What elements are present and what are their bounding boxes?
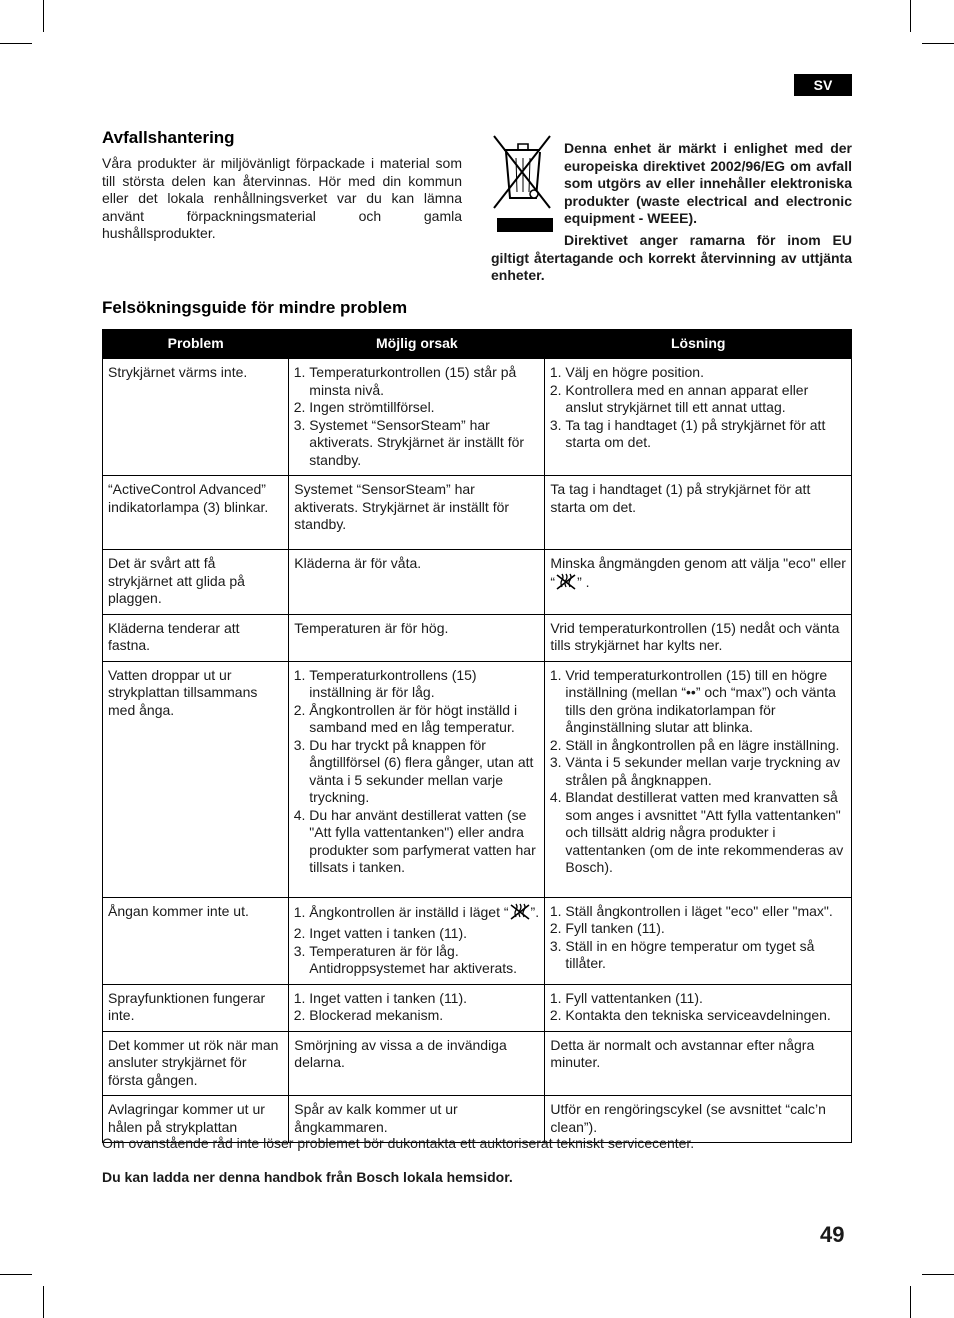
crop-mark bbox=[0, 43, 32, 44]
table-row bbox=[103, 897, 852, 984]
problem-cell: Det är svårt att få strykjärnet att glida på plaggen. bbox=[103, 550, 289, 615]
solution-cell: Vrid temperaturkontrollen (15) nedåt och vänta tills strykjärnet har kylts ner. bbox=[545, 614, 852, 661]
troubleshooting-table bbox=[102, 329, 852, 1143]
cause-cell: Kläderna är för våta. bbox=[289, 550, 545, 615]
solution-cell bbox=[545, 359, 852, 476]
crop-mark bbox=[910, 1286, 911, 1318]
problem-cell: Vatten droppar ut ur strykplattan tillsammans med ånga. bbox=[103, 661, 289, 897]
problem-cell: Det kommer ut rök när man ansluter strykjärnet för första gången. bbox=[103, 1031, 289, 1096]
list-item bbox=[309, 903, 539, 926]
list-item: 1. Vrid temperaturkontrollen (15) till en högre inställning (mellan “••” och “max”) och vänta tills den gröna indikatorlampan för ånginställning slutar att blinka. bbox=[565, 667, 846, 737]
list-item: 2. Ingen strömtillförsel. bbox=[309, 399, 539, 417]
crop-mark bbox=[910, 0, 911, 32]
table-row bbox=[103, 614, 852, 661]
table-row bbox=[103, 359, 852, 476]
cause-cell: Spår av kalk kommer ut ur ångkammaren. bbox=[289, 1096, 545, 1143]
crop-mark bbox=[0, 1274, 32, 1275]
cause-cell bbox=[289, 661, 545, 897]
list-item: 3. Ta tag i handtaget (1) på strykjärnet för att starta om det. bbox=[565, 417, 846, 452]
problem-cell: “ActiveControl Advanced” indikatorlampa (3) blinkar. bbox=[103, 476, 289, 550]
cause-cell bbox=[289, 897, 545, 984]
list-item: 1. Inget vatten i tanken (11). bbox=[309, 990, 539, 1008]
column-header-solution: Lösning bbox=[545, 330, 852, 359]
page-number: 49 bbox=[820, 1222, 845, 1247]
column-header-problem: Problem bbox=[103, 330, 289, 359]
list-item: 3. Ställ in en högre temperatur om tyget så tillåter. bbox=[565, 938, 846, 973]
cause-cell: Temperaturen är för hög. bbox=[289, 614, 545, 661]
service-note: Om ovanstående råd inte löser problemet bör dukontakta ett auktoriserat tekniskt servicecenter. bbox=[102, 1135, 695, 1151]
cause-text: Ångkontrollen är inställd i läget “ bbox=[309, 903, 509, 920]
table-row bbox=[103, 984, 852, 1031]
table-row bbox=[103, 661, 852, 897]
solution-cell: Detta är normalt och avstannar efter några minuter. bbox=[545, 1031, 852, 1096]
section-title-avfall: Avfallshantering bbox=[102, 128, 235, 147]
list-item: 2. Kontakta den tekniska serviceavdelningen. bbox=[565, 1007, 846, 1025]
problem-cell: Sprayfunktionen fungerar inte. bbox=[103, 984, 289, 1031]
list-item: 2. Ställ in ångkontrollen på en lägre inställning. bbox=[565, 737, 846, 755]
cause-cell: Systemet “SensorSteam” har aktiverats. Strykjärnet är inställt för standby. bbox=[289, 476, 545, 550]
crop-mark bbox=[43, 0, 44, 32]
table-row bbox=[103, 1031, 852, 1096]
list-item: 2. Fyll tanken (11). bbox=[565, 920, 846, 938]
language-badge: SV bbox=[794, 74, 852, 96]
no-steam-icon bbox=[555, 573, 577, 596]
solution-text: ” . bbox=[577, 573, 590, 590]
no-steam-icon bbox=[509, 903, 531, 926]
avfall-text: Våra produkter är miljövänligt förpackade i material som till största delen kan återvinnas. Hör med din kommun eller det lokala renhållningsverket var du kan lämna använt förpackningsmaterial och gamla hushållsprodukter. bbox=[102, 155, 462, 241]
problem-cell: Ångan kommer inte ut. bbox=[103, 897, 289, 984]
list-item: 3. Temperaturen är för låg. Antidroppsystemet har aktiverats. bbox=[309, 943, 539, 978]
list-item: 1. Välj en högre position. bbox=[565, 364, 846, 382]
weee-text-directive: Direktivet anger ramarna för inom EU giltigt återtagande och korrekt återvinning av uttjänta enheter. bbox=[491, 232, 852, 283]
table-header-row bbox=[103, 330, 852, 359]
list-item: 3. Systemet “SensorSteam” har aktiverats. Strykjärnet är inställt för standby. bbox=[309, 417, 539, 470]
list-item: 1. Temperaturkontrollen (15) står på minsta nivå. bbox=[309, 364, 539, 399]
column-header-cause: Möjlig orsak bbox=[289, 330, 545, 359]
list-item: 4. Du har använt destillerat vatten (se "Att fylla vattentanken") eller andra produkter som parfymerat vatten har tillsats i tanken. bbox=[309, 807, 539, 877]
list-item: 3. Vänta i 5 sekunder mellan varje tryckning av strålen på ångknappen. bbox=[565, 754, 846, 789]
cause-cell bbox=[289, 984, 545, 1031]
weee-text: Denna enhet är märkt i enlighet med der europeiska direktivet 2002/96/EG om avfall som utgörs av eller innehåller elektroniska produkter (waste electrical and electronic equipment - WEEE). bbox=[564, 140, 852, 226]
solution-cell bbox=[545, 984, 852, 1031]
solution-cell bbox=[545, 897, 852, 984]
list-item: 1. Ställ ångkontrollen i läget "eco" eller "max". bbox=[565, 903, 846, 921]
list-item: 2. Kontrollera med en annan apparat eller anslut strykjärnet till ett annat uttag. bbox=[565, 382, 846, 417]
crop-mark bbox=[922, 1274, 954, 1275]
list-item: 2. Inget vatten i tanken (11). bbox=[309, 925, 539, 943]
list-item: 4. Blandat destillerat vatten med kranvatten så som anges i avsnittet "Att fylla vattentanken" och tillsätt aldrig några produkter i vattentanken (om de inte rekommenderas av Bosch). bbox=[565, 789, 846, 877]
solution-cell: Ta tag i handtaget (1) på strykjärnet för att starta om det. bbox=[545, 476, 852, 550]
download-note: Du kan ladda ner denna handbok från Bosch lokala hemsidor. bbox=[102, 1169, 513, 1185]
section-title-guide: Felsökningsguide för mindre problem bbox=[102, 298, 408, 317]
table-row bbox=[103, 550, 852, 615]
crossed-out-wheelie-bin-icon bbox=[490, 132, 556, 232]
table-row bbox=[103, 476, 852, 550]
cause-cell: Smörjning av vissa a de invändiga delarna. bbox=[289, 1031, 545, 1096]
cause-cell bbox=[289, 359, 545, 476]
solution-text: Minska ångmängden genom att välja "eco" eller “ bbox=[550, 555, 846, 590]
crop-mark bbox=[43, 1286, 44, 1318]
problem-cell: Kläderna tenderar att fastna. bbox=[103, 614, 289, 661]
cause-text: ”. bbox=[530, 903, 540, 920]
list-item: 2. Blockerad mekanism. bbox=[309, 1007, 539, 1025]
list-item: 1. Fyll vattentanken (11). bbox=[565, 990, 846, 1008]
list-item: 1. Temperaturkontrollens (15) inställning är för låg. bbox=[309, 667, 539, 702]
solution-cell bbox=[545, 550, 852, 615]
solution-cell: Utför en rengöringscykel (se avsnittet “calc’n clean”). bbox=[545, 1096, 852, 1143]
problem-cell: Strykjärnet värms inte. bbox=[103, 359, 289, 476]
crop-mark bbox=[922, 43, 954, 44]
problem-cell: Avlagringar kommer ut ur hålen på strykplattan bbox=[103, 1096, 289, 1143]
list-item: 2. Ångkontrollen är för högt inställd i samband med en låg temperatur. bbox=[309, 702, 539, 737]
solution-cell bbox=[545, 661, 852, 897]
list-item: 3. Du har tryckt på knappen för ångtillförsel (6) flera gånger, utan att vänta i 5 sekunder mellan varje tryckning. bbox=[309, 737, 539, 807]
